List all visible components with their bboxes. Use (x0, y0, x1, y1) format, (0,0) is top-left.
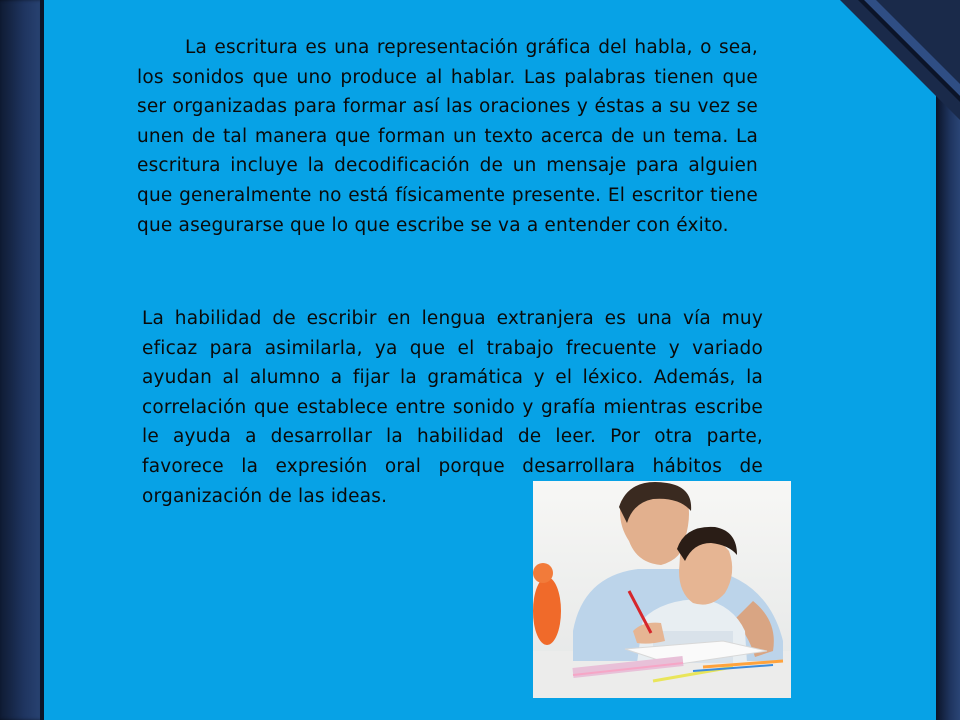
paragraph-foreign-language-writing: La habilidad de escribir en lengua extranjera es una vía muy eficaz para asimilarla, ya que el trabajo frecuente y variado ayudan al alumno a fijar la gramática y el léxico. Además, la correlación que establece entre sonido y grafía mientras escribe le ayuda a desarrollar la habilidad de leer. Por otra parte, favorece la expresión oral porque desarrollara hábitos de organización de las ideas. (142, 308, 763, 507)
corner-fold-decoration (840, 0, 960, 120)
paragraph-writing-definition: La escritura es una representación gráfica del habla, o sea, los sonidos que uno produce al hablar. Las palabras tienen que ser organizadas para formar así las oraciones y éstas a su vez se unen de tal manera que forman un texto acerca de un tema. La escritura incluye la decodificación de un mensaje para alguien que generalmente no está físicamente presente. El escritor tiene que asegurarse que lo que escribe se va a entender con éxito. (137, 37, 758, 236)
frame-left-border (0, 0, 44, 720)
father-son-writing-photo (533, 481, 791, 698)
